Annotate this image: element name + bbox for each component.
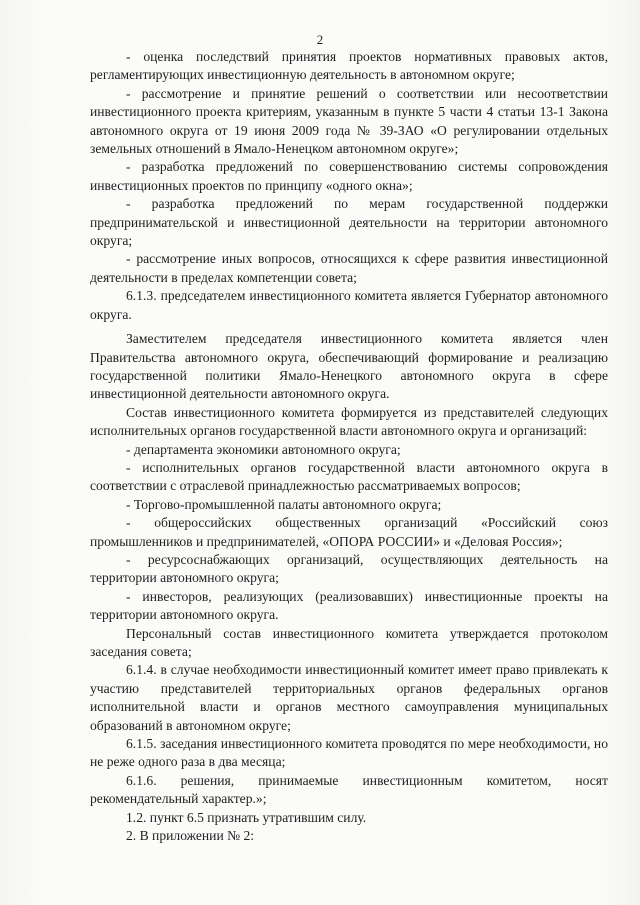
paragraph-state-support-proposals: - разработка предложений по мерам государственной поддержки предпринимательской и инвестиционной деятельности на территории автономного округа;: [90, 196, 608, 249]
paragraph-6-1-3-chairman: 6.1.3. председателем инвестиционного комитета является Губернатор автономного округа.: [90, 288, 608, 322]
page-number: 2: [316, 32, 324, 47]
list-item-resource-suppliers: - ресурсоснабжающих организаций, осуществляющих деятельность на территории автономного округа;: [90, 551, 608, 586]
list-item-economy-department: - департамента экономики автономного округа;: [126, 441, 401, 457]
paragraph-6-1-6-decisions: 6.1.6. решения, принимаемые инвестиционным комитетом, носят рекомендательный характер.»;: [90, 772, 608, 807]
list-item-chamber-of-commerce: - Торгово-промышленной палаты автономного округа;: [126, 496, 442, 512]
list-item-public-organizations: - общероссийских общественных организаций «Российский союз промышленников и предпринимателей, «ОПОРА РОССИИ» и «Деловая Россия»;: [90, 515, 608, 549]
paragraph-committee-composition: Состав инвестиционного комитета формируется из представителей следующих исполнительных органов государственной власти автономного округа и организаций:: [90, 404, 608, 439]
paragraph-other-issues: - рассмотрение иных вопросов, относящихся к сфере развития инвестиционной деятельности в пределах компетенции совета;: [90, 251, 608, 285]
paragraph-project-criteria-decision: - рассмотрение и принятие решений о соответствии или несоответствии инвестиционного проекта критериям, указанным в пункте 5 части 4 статьи 13-1 Закона автономного округа от 19 июня 2009 года № 39-ЗАО «О регулировании отдельных земельных отношений в Ямало-Ненецком автономном округе»;: [90, 85, 608, 157]
document-body: [90, 48, 608, 845]
paragraph-2-appendix: 2. В приложении № 2:: [126, 828, 255, 844]
paragraph-personal-composition: Персональный состав инвестиционного комитета утверждается протоколом заседания совета;: [90, 625, 608, 659]
list-item-executive-bodies: - исполнительных органов государственной власти автономного округа в соответствии с отраслевой принадлежностью рассматриваемых вопросов;: [90, 459, 608, 494]
paragraph-one-window-support: - разработка предложений по совершенствованию системы сопровождения инвестиционных проектов по принципу «одного окна»;: [90, 159, 608, 193]
paragraph-1-2-repeal: 1.2. пункт 6.5 признать утратившим силу.: [126, 809, 367, 825]
paragraph-investment-impact-assessment: - оценка последствий принятия проектов нормативных правовых актов, регламентирующих инвестиционную деятельность в автономном округе;: [90, 49, 608, 83]
paragraph-6-1-5-meetings: 6.1.5. заседания инвестиционного комитета проводятся по мере необходимости, но не реже одного раза в два месяца;: [90, 736, 608, 770]
paragraph-deputy-chairman: Заместителем председателя инвестиционного комитета является член Правительства автономного округа, обеспечивающий формирование и реализацию государственной политики Ямало-Ненецкого автономного округа в сфере инвестиционной деятельности автономного округа.: [90, 331, 608, 402]
list-item-investors: - инвесторов, реализующих (реализовавших) инвестиционные проекты на территории автономного округа.: [90, 588, 608, 623]
paragraph-6-1-4-involvement: 6.1.4. в случае необходимости инвестиционный комитет имеет право привлекать к участию представителей территориальных органов федеральных органов исполнительной власти и органов местного самоуправления муниципальных образований в автономном округе;: [90, 662, 608, 733]
